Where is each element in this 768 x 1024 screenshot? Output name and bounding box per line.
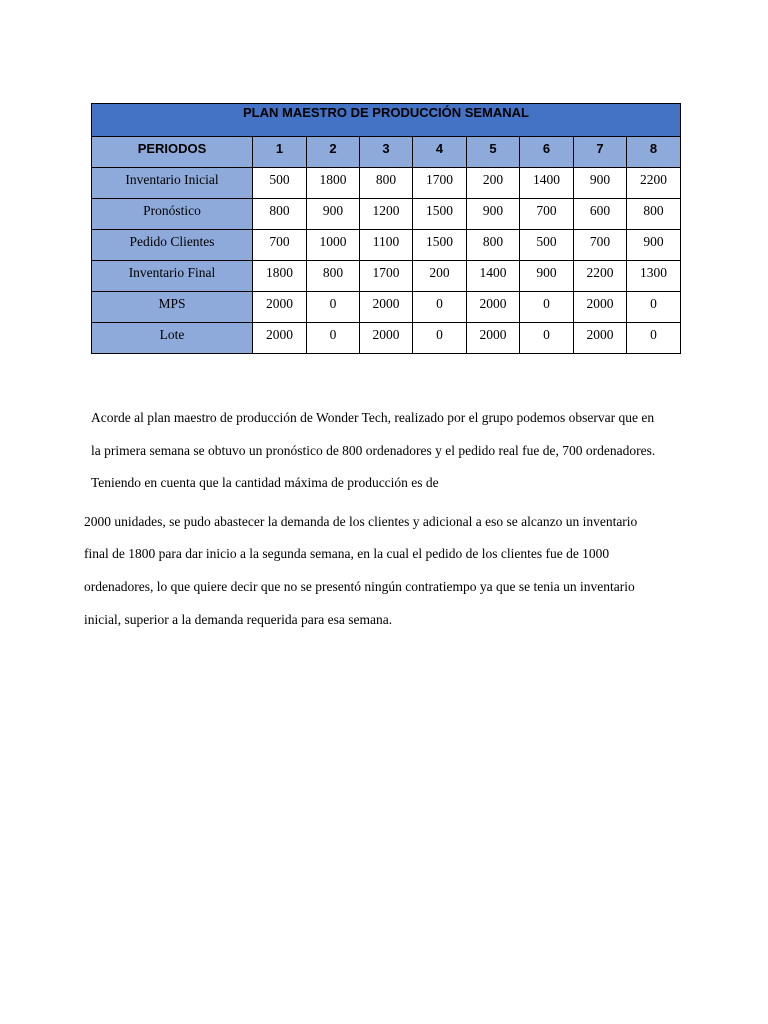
table-cell: 600 [574,199,627,230]
table-cell: 900 [467,199,520,230]
table-title-row [92,104,681,137]
paragraph-1-line-2: la primera semana se obtuvo un pronóstico de 800 ordenadores y el pedido real fue de, 700 ordenadores. [91,443,656,458]
table-row [92,199,681,230]
table-row [92,230,681,261]
table-cell: 1700 [360,261,413,292]
table-cell: 800 [307,261,360,292]
table-cell: 1800 [307,168,360,199]
table-cell: 900 [307,199,360,230]
table-cell: 1400 [467,261,520,292]
table-row [92,261,681,292]
paragraph-1-line-3: Teniendo en cuenta que la cantidad máxima de producción es de [91,475,439,490]
table-cell: 0 [413,292,467,323]
table-cell: 800 [253,199,307,230]
table-cell: 1100 [360,230,413,261]
paragraph-2-line-3: ordenadores, lo que quiere decir que no se presentó ningún contratiempo ya que se tenia un inventario [84,579,635,594]
row-label: Pronóstico [92,199,253,230]
production-plan-table [91,103,681,354]
period-header: 4 [413,137,467,168]
period-header: 2 [307,137,360,168]
table-cell: 500 [520,230,574,261]
table-title: PLAN MAESTRO DE PRODUCCIÓN SEMANAL [92,104,681,137]
table-cell: 2000 [360,323,413,354]
table-cell: 2200 [627,168,681,199]
row-label: Pedido Clientes [92,230,253,261]
table-cell: 200 [413,261,467,292]
row-label: Inventario Inicial [92,168,253,199]
table-cell: 2000 [574,292,627,323]
table-cell: 900 [574,168,627,199]
paragraph-1-line-1: Acorde al plan maestro de producción de Wonder Tech, realizado por el grupo podemos observar que en [91,410,655,425]
table-row [92,292,681,323]
period-header: 8 [627,137,681,168]
paragraph-2-line-2: final de 1800 para dar inicio a la segunda semana, en la cual el pedido de los clientes fue de 1000 [84,546,610,561]
table-cell: 1500 [413,230,467,261]
table-cell: 0 [627,323,681,354]
table-cell: 700 [520,199,574,230]
table-cell: 2000 [467,292,520,323]
row-label: Inventario Final [92,261,253,292]
table-cell: 2200 [574,261,627,292]
table-cell: 2000 [467,323,520,354]
table-cell: 1700 [413,168,467,199]
row-label: Lote [92,323,253,354]
table-cell: 2000 [574,323,627,354]
table-cell: 700 [574,230,627,261]
table-cell: 2000 [253,323,307,354]
table-cell: 0 [307,323,360,354]
period-header: 7 [574,137,627,168]
table-cell: 1800 [253,261,307,292]
table-cell: 2000 [253,292,307,323]
table-cell: 0 [413,323,467,354]
table-header-row [92,137,681,168]
table-cell: 1200 [360,199,413,230]
table-cell: 1300 [627,261,681,292]
table-cell: 0 [520,292,574,323]
table-cell: 0 [307,292,360,323]
row-label: MPS [92,292,253,323]
table-cell: 900 [627,230,681,261]
table-cell: 1400 [520,168,574,199]
table-cell: 0 [520,323,574,354]
table-cell: 900 [520,261,574,292]
period-header: 5 [467,137,520,168]
table-cell: 800 [627,199,681,230]
table-cell: 700 [253,230,307,261]
table-row [92,323,681,354]
table-cell: 0 [627,292,681,323]
table-cell: 1000 [307,230,360,261]
paragraph-2-line-4: inicial, superior a la demanda requerida para esa semana. [84,612,393,627]
paragraph-2-line-1: 2000 unidades, se pudo abastecer la demanda de los clientes y adicional a eso se alcanzo un inventario [84,514,638,529]
table-row [92,168,681,199]
table-cell: 800 [467,230,520,261]
table-cell: 1500 [413,199,467,230]
table-cell: 200 [467,168,520,199]
period-header: 3 [360,137,413,168]
period-header: 1 [253,137,307,168]
table-cell: 800 [360,168,413,199]
period-header: 6 [520,137,574,168]
header-label-periodos: PERIODOS [92,137,253,168]
table-cell: 2000 [360,292,413,323]
table-cell: 500 [253,168,307,199]
